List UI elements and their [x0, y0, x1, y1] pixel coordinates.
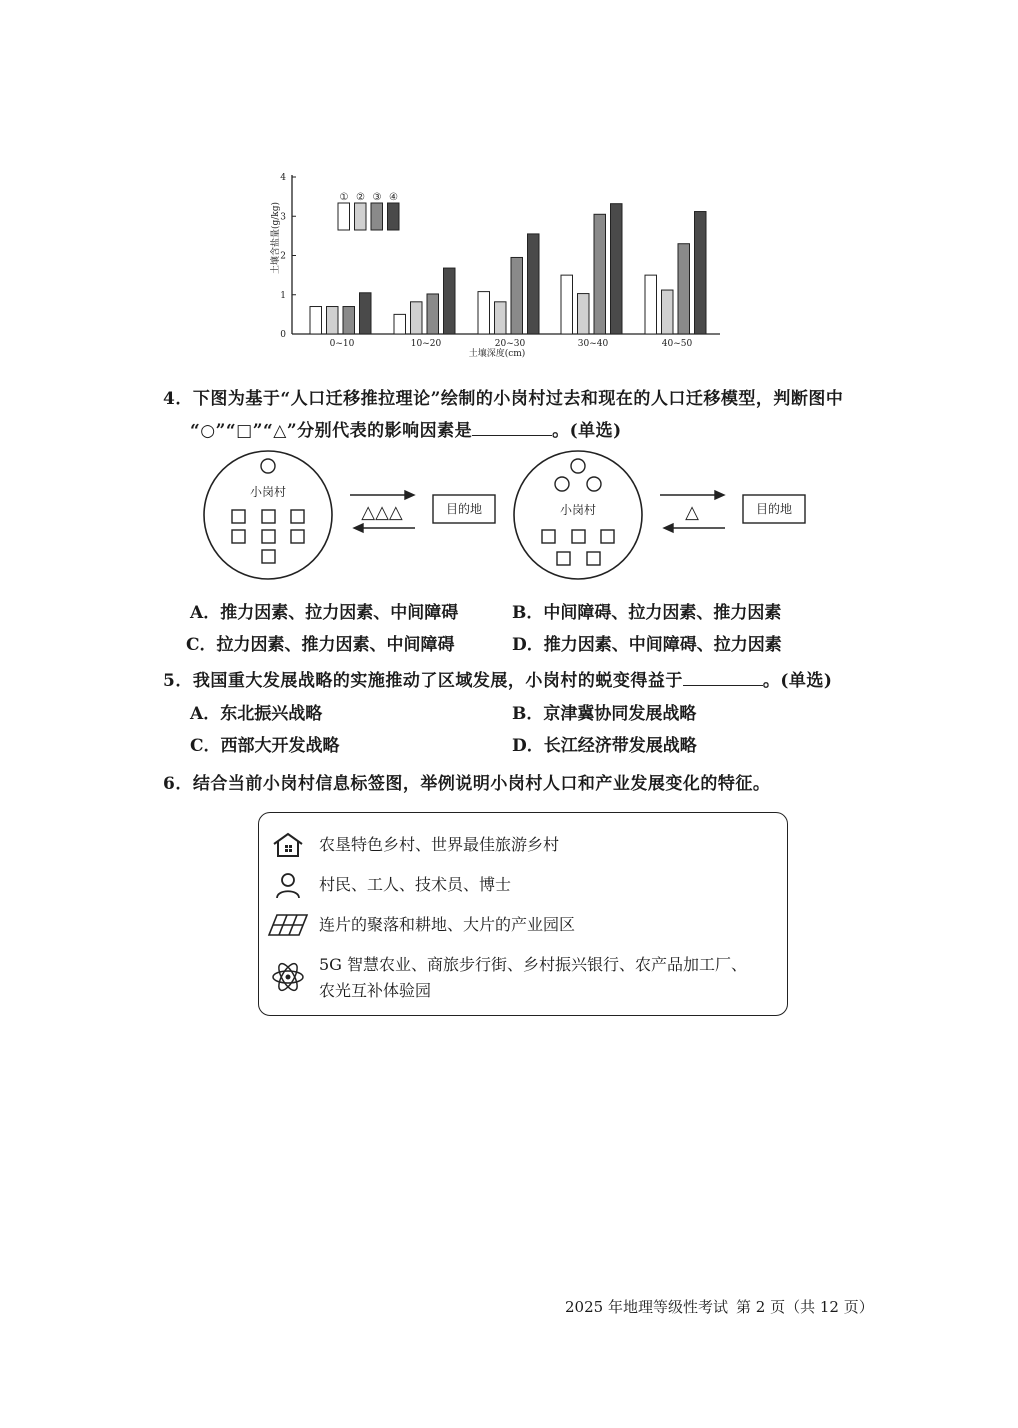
past-destination-label: 目的地: [445, 502, 483, 516]
person-icon: [271, 871, 305, 899]
past-village-label: 小岗村: [249, 485, 287, 499]
q4-stem-pre: “○”“□”“△”分别代表的影响因素是: [190, 421, 473, 441]
y-tick-label: 0: [280, 330, 286, 340]
x-tick-label: 30~40: [577, 339, 609, 349]
info-text-house: 农垦特色乡村、世界最佳旅游乡村: [319, 835, 560, 854]
info-item-house: [259, 831, 787, 859]
legend-label: ②: [356, 192, 365, 203]
x-tick-label: 10~20: [410, 339, 442, 349]
x-tick-label: 0~10: [329, 339, 355, 349]
bar: [495, 302, 507, 334]
bar: [427, 294, 439, 334]
info-text-atom: 5G 智慧农业、商旅步行街、乡村振兴银行、农产品加工厂、: [319, 955, 748, 974]
q4-option-c[interactable]: C．拉力因素、推力因素、中间障碍: [186, 635, 455, 655]
x-tick-label: 40~50: [661, 339, 693, 349]
q5-option-a[interactable]: A．东北振兴战略: [190, 704, 323, 724]
atom-icon: [271, 957, 305, 997]
bar: [478, 292, 490, 334]
past-triangle-symbols: △△△: [361, 502, 403, 523]
bar: [678, 244, 690, 334]
migration-diagram: [200, 448, 820, 584]
info-text-grid: 连片的聚落和耕地、大片的产业园区: [319, 915, 576, 934]
info-item-atom: [259, 951, 787, 1007]
q4-option-a[interactable]: A．推力因素、拉力因素、中间障碍: [190, 603, 459, 623]
bar: [611, 204, 623, 334]
q5-answer-blank[interactable]: [683, 685, 763, 686]
info-tag-box: [258, 812, 788, 1016]
legend-swatch: [388, 203, 400, 230]
legend-label: ③: [372, 192, 382, 203]
x-axis-label: 土壤深度(cm): [468, 349, 526, 359]
bar: [578, 294, 590, 334]
info-text-atom-line2: 农光互补体验园: [319, 981, 432, 1000]
y-tick-label: 2: [280, 251, 286, 262]
soil-salt-chart: [262, 168, 732, 364]
y-tick-label: 4: [280, 173, 286, 183]
present-village-label: 小岗村: [559, 503, 597, 517]
q4-option-d[interactable]: D．推力因素、中间障碍、拉力因素: [512, 635, 782, 655]
info-text-person: 村民、工人、技术员、博士: [319, 875, 512, 894]
bar: [561, 275, 573, 334]
bar: [528, 234, 540, 334]
bar: [695, 212, 707, 334]
footer-exam-title: 2025 年地理等级性考试: [565, 1298, 728, 1316]
y-tick-label: 3: [280, 212, 286, 223]
bar: [662, 290, 674, 334]
q5-stem: [163, 666, 832, 691]
bar: [310, 307, 322, 334]
bar: [394, 314, 406, 334]
y-tick-label: 1: [280, 290, 286, 301]
past-circle-symbol: [261, 459, 275, 473]
x-tick-label: 20~30: [494, 339, 526, 349]
q5-stem-pre: 5．我国重大发展战略的实施推动了区域发展，小岗村的蜕变得益于: [163, 671, 683, 691]
bar: [444, 268, 456, 334]
present-triangle-symbols: △: [685, 502, 699, 523]
q5-option-b[interactable]: B．京津冀协同发展战略: [512, 704, 697, 724]
house-icon: [271, 831, 305, 859]
present-circle-symbols: [555, 459, 601, 491]
grid-field-icon: [267, 911, 309, 939]
past-village-circle: [204, 451, 332, 579]
q4-stem: 4．下图为基于“人口迁移推拉理论”绘制的小岗村过去和现在的人口迁移模型，判断图中: [163, 389, 844, 409]
legend-swatch: [355, 203, 367, 230]
bar: [594, 214, 606, 334]
q4-answer-blank[interactable]: [472, 435, 552, 436]
q5-stem-post: 。(单选): [762, 671, 833, 691]
bar: [360, 293, 372, 334]
past-square-symbols: [232, 510, 304, 563]
legend-swatch: [338, 203, 350, 230]
y-axis-label: 土壤含盐量(g/kg): [271, 201, 281, 275]
q5-option-d[interactable]: D．长江经济带发展战略: [512, 736, 697, 756]
info-item-person: [259, 871, 787, 899]
bar: [511, 257, 523, 334]
present-destination-label: 目的地: [755, 502, 793, 516]
info-item-grid: [259, 911, 787, 939]
bar: [645, 275, 657, 334]
q4-stem-post: 。(单选): [552, 421, 622, 441]
q4-stem-line2: [190, 416, 622, 441]
q4-option-b[interactable]: B．中间障碍、拉力因素、推力因素: [512, 603, 782, 623]
bar: [343, 307, 355, 334]
legend-label: ④: [389, 192, 398, 203]
footer-page-number: 第 2 页（共 12 页）: [736, 1298, 874, 1316]
bar: [327, 307, 339, 334]
q6-stem: 6．结合当前小岗村信息标签图，举例说明小岗村人口和产业发展变化的特征。: [163, 774, 771, 794]
present-square-symbols: [542, 530, 614, 565]
bar: [411, 302, 423, 334]
legend-swatch: [371, 203, 383, 230]
legend-label: ①: [339, 192, 349, 203]
q5-option-c[interactable]: C．西部大开发战略: [190, 736, 340, 756]
